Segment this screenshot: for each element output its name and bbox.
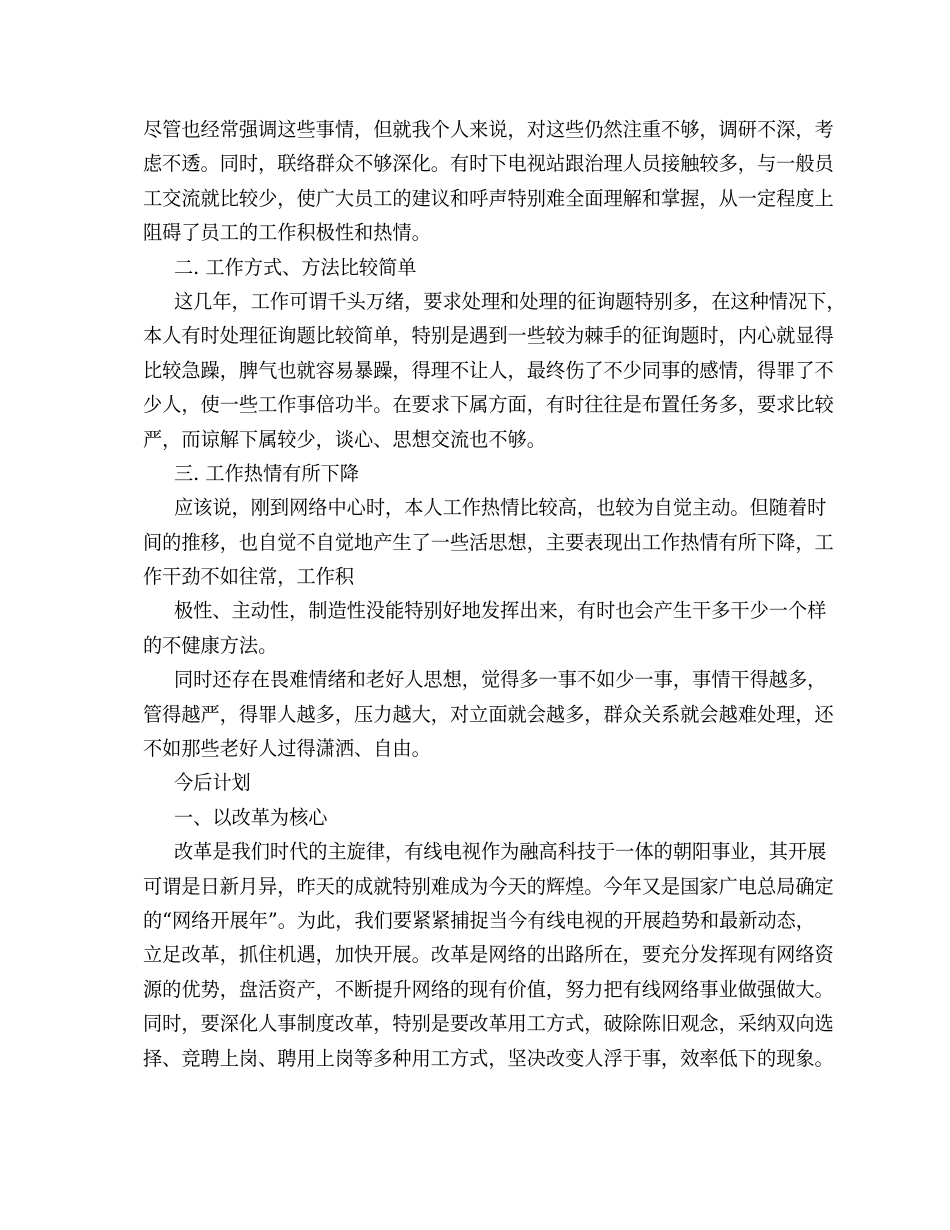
text-line: 可谓是日新月异，昨天的成就特别难成为今天的辉煌。今年又是国家广电总局确定 xyxy=(143,874,834,898)
text-line: 立足改革，抓住机遇，加快开展。改革是网络的出路所在，要充分发挥现有网络资 xyxy=(143,943,834,967)
section-heading: 一、以改革为核心 xyxy=(174,805,328,829)
text-line: 少人，使一些工作事倍功半。在要求下属方面，有时往往是布置任务多，要求比较 xyxy=(143,393,834,417)
text-line: 应该说，刚到网络中心时，本人工作热情比较高，也较为自觉主动。但随着时 xyxy=(174,496,827,520)
text-line: 工交流就比较少，使广大员工的建议和呼声特别难全面理解和掌握，从一定程度上 xyxy=(143,186,834,210)
text-line: 极性、主动性，制造性没能特别好地发挥出来，有时也会产生干多干少一个样 xyxy=(174,599,827,623)
text-line: 作干劲不如往常，工作积 xyxy=(143,565,355,589)
section-heading: 三. 工作热情有所下降 xyxy=(174,461,359,485)
text-line: 同时，要深化人事制度改革，特别是要改革用工方式，破除陈旧观念，采纳双向选 xyxy=(143,1012,834,1036)
text-line: 这几年，工作可谓千头万绪，要求处理和处理的征询题特别多，在这种情况下， xyxy=(174,289,846,313)
section-heading: 今后计划 xyxy=(174,771,251,795)
text-line: 阻碍了员工的工作积极性和热情。 xyxy=(143,221,431,245)
text-line: 改革是我们时代的主旋律，有线电视作为融高科技于一体的朝阳事业，其开展 xyxy=(174,840,827,864)
text-line: 严，而谅解下属较少，谈心、思想交流也不够。 xyxy=(143,427,546,451)
text-line: 不如那些老好人过得潇洒、自由。 xyxy=(143,737,431,761)
text-line: 尽管也经常强调这些事情，但就我个人来说，对这些仍然注重不够，调研不深，考 xyxy=(143,118,834,141)
text-line: 的“网络开展年”。为此，我们要紧紧捕捉当今有线电视的开展趋势和最新动态， xyxy=(143,908,815,932)
section-heading: 二. 工作方式、方法比较简单 xyxy=(174,255,417,279)
text-line: 间的推移，也自觉不自觉地产生了一些活思想，主要表现出工作热情有所下降，工 xyxy=(143,530,834,554)
text-line: 的不健康方法。 xyxy=(143,633,278,657)
text-line: 源的优势，盘活资产，不断提升网络的现有价值，努力把有线网络事业做强做大。 xyxy=(143,977,834,1001)
text-line: 同时还存在畏难情绪和老好人思想，觉得多一事不如少一事，事情干得越多， xyxy=(174,668,827,692)
text-line: 择、竞聘上岗、聘用上岗等多种用工方式，坚决改变人浮于事，效率低下的现象。 xyxy=(143,1046,834,1070)
document-page xyxy=(143,113,846,1076)
text-line: 管得越严，得罪人越多，压力越大，对立面就会越多，群众关系就会越难处理，还 xyxy=(143,702,834,726)
text-line: 虑不透。同时，联络群众不够深化。有时下电视站跟治理人员接触较多，与一般员 xyxy=(143,152,834,176)
text-line: 本人有时处理征询题比较简单，特别是遇到一些较为棘手的征询题时，内心就显得 xyxy=(143,324,834,348)
text-line: 比较急躁，脾气也就容易暴躁，得理不让人，最终伤了不少同事的感情，得罪了不 xyxy=(143,358,834,382)
